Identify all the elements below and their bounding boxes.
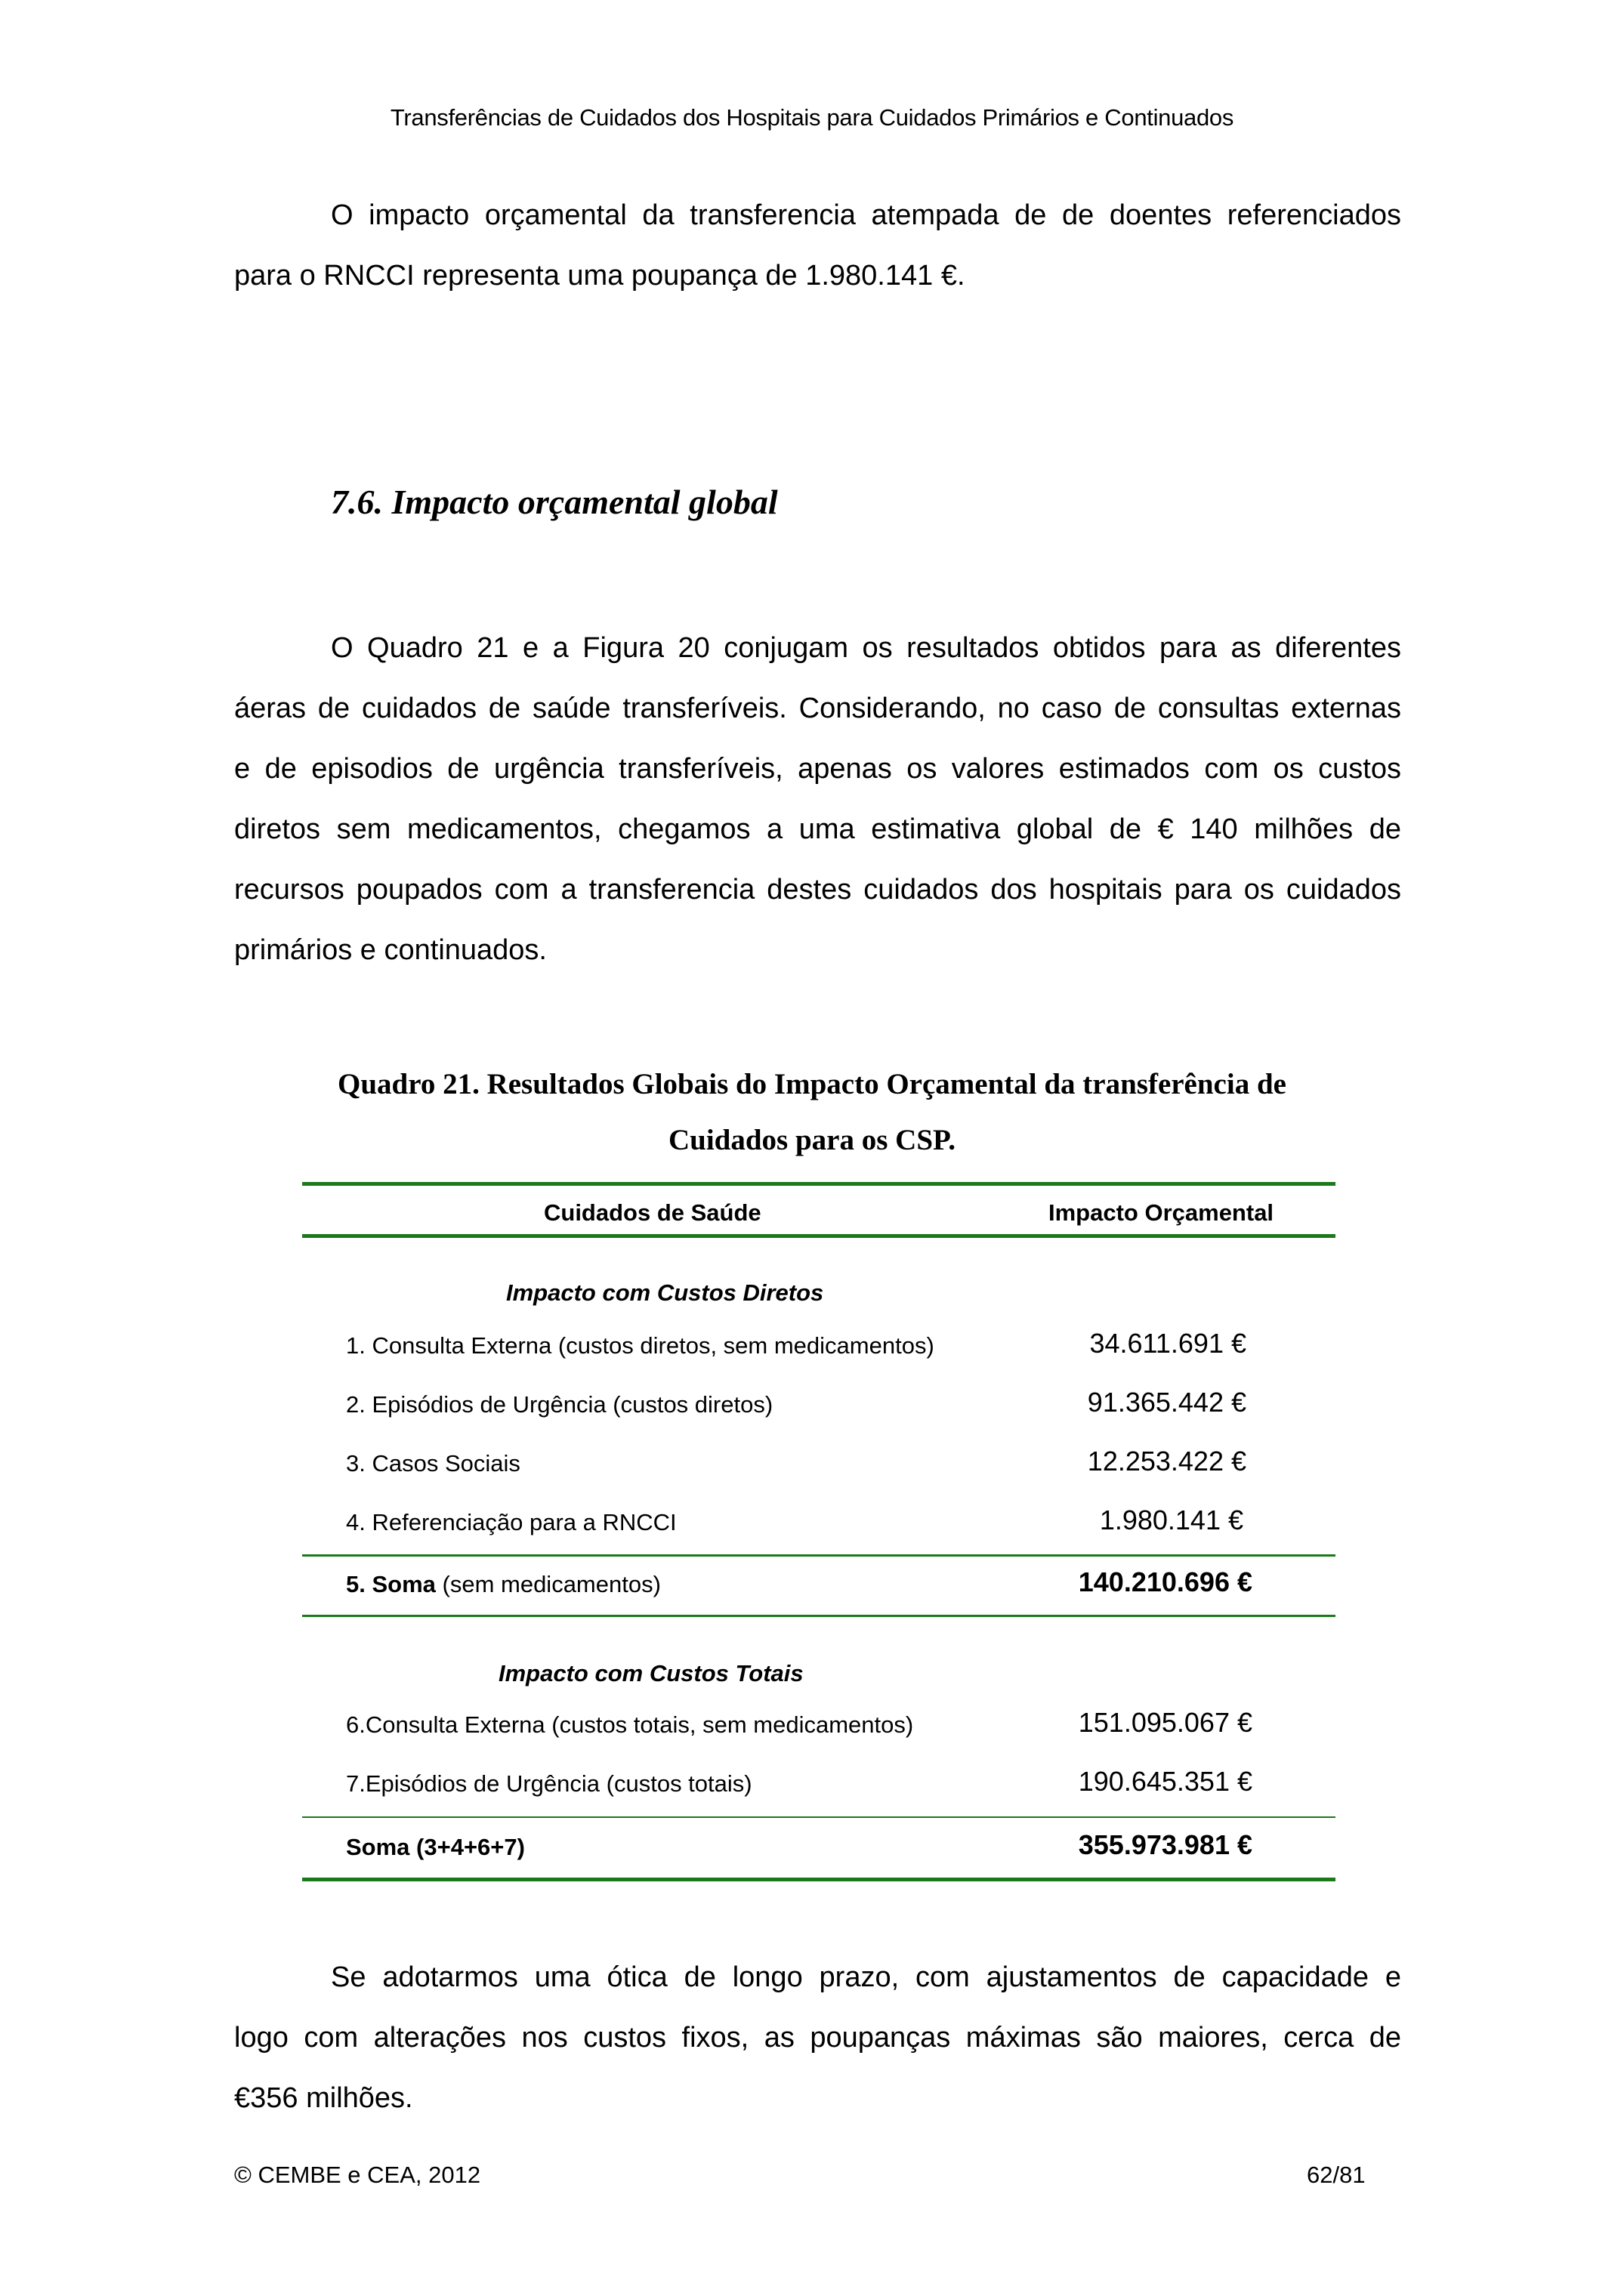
paragraph-line: para o RNCCI representa uma poupança de 1.980.141 €.	[234, 260, 965, 292]
paragraph-line: primários e continuados.	[234, 934, 547, 966]
footer-page-number: 62/81	[1307, 2162, 1366, 2188]
subtotal-bottom-rule	[302, 1615, 1335, 1617]
paragraph-line: O impacto orçamental da transferencia atempada de de doentes referenciados	[331, 199, 1401, 231]
total-value: 355.973.981 €	[1078, 1829, 1252, 1860]
section-heading: 7.6. Impacto orçamental global	[331, 483, 778, 521]
column-header-care: Cuidados de Saúde	[544, 1199, 761, 1226]
group-title-direct-costs: Impacto com Custos Diretos	[506, 1279, 824, 1306]
table-caption-line1: Quadro 21. Resultados Globais do Impacto Orçamental da transferência de	[338, 1068, 1286, 1100]
table-top-rule	[302, 1182, 1335, 1186]
body-paragraph	[234, 618, 1401, 980]
subtotal-value: 140.210.696 €	[1078, 1566, 1252, 1597]
table-caption-line2: Cuidados para os CSP.	[668, 1124, 956, 1156]
paragraph-line: €356 milhões.	[234, 2082, 413, 2114]
paragraph-line: Se adotarmos uma ótica de longo prazo, com ajustamentos de capacidade e	[331, 1961, 1401, 1993]
paragraph-line: e de episodios de urgência transferíveis, apenas os valores estimados com os custos	[234, 753, 1401, 785]
paragraph-line: recursos poupados com a transferencia destes cuidados dos hospitais para os cuidados	[234, 874, 1401, 906]
paragraph-line: O Quadro 21 e a Figura 20 conjugam os resultados obtidos para as diferentes	[331, 632, 1401, 664]
paragraph-line: diretos sem medicamentos, chegamos a uma estimativa global de € 140 milhões de	[234, 813, 1401, 845]
column-header-impact: Impacto Orçamental	[1048, 1199, 1274, 1226]
running-header: Transferências de Cuidados dos Hospitais para Cuidados Primários e Continuados	[390, 104, 1234, 131]
subtotal-top-rule	[302, 1554, 1335, 1557]
subtotal-label-bold: 5. Soma	[346, 1571, 436, 1597]
total-label: Soma (3+4+6+7)	[346, 1834, 525, 1860]
group-title-total-costs: Impacto com Custos Totais	[499, 1660, 804, 1687]
intro-paragraph	[234, 185, 1401, 306]
table-bottom-rule	[302, 1878, 1335, 1881]
paragraph-line: áeras de cuidados de saúde transferíveis. Considerando, no caso de consultas externas	[234, 693, 1401, 724]
total-top-rule	[302, 1816, 1335, 1818]
paragraph-line: logo com alterações nos custos fixos, as poupanças máximas são maiores, cerca de	[234, 2022, 1401, 2054]
subtotal-label-rest: (sem medicamentos)	[435, 1571, 661, 1597]
closing-paragraph	[234, 1947, 1401, 2128]
table-header-rule	[302, 1234, 1335, 1238]
footer-copyright: © CEMBE e CEA, 2012	[234, 2162, 481, 2188]
